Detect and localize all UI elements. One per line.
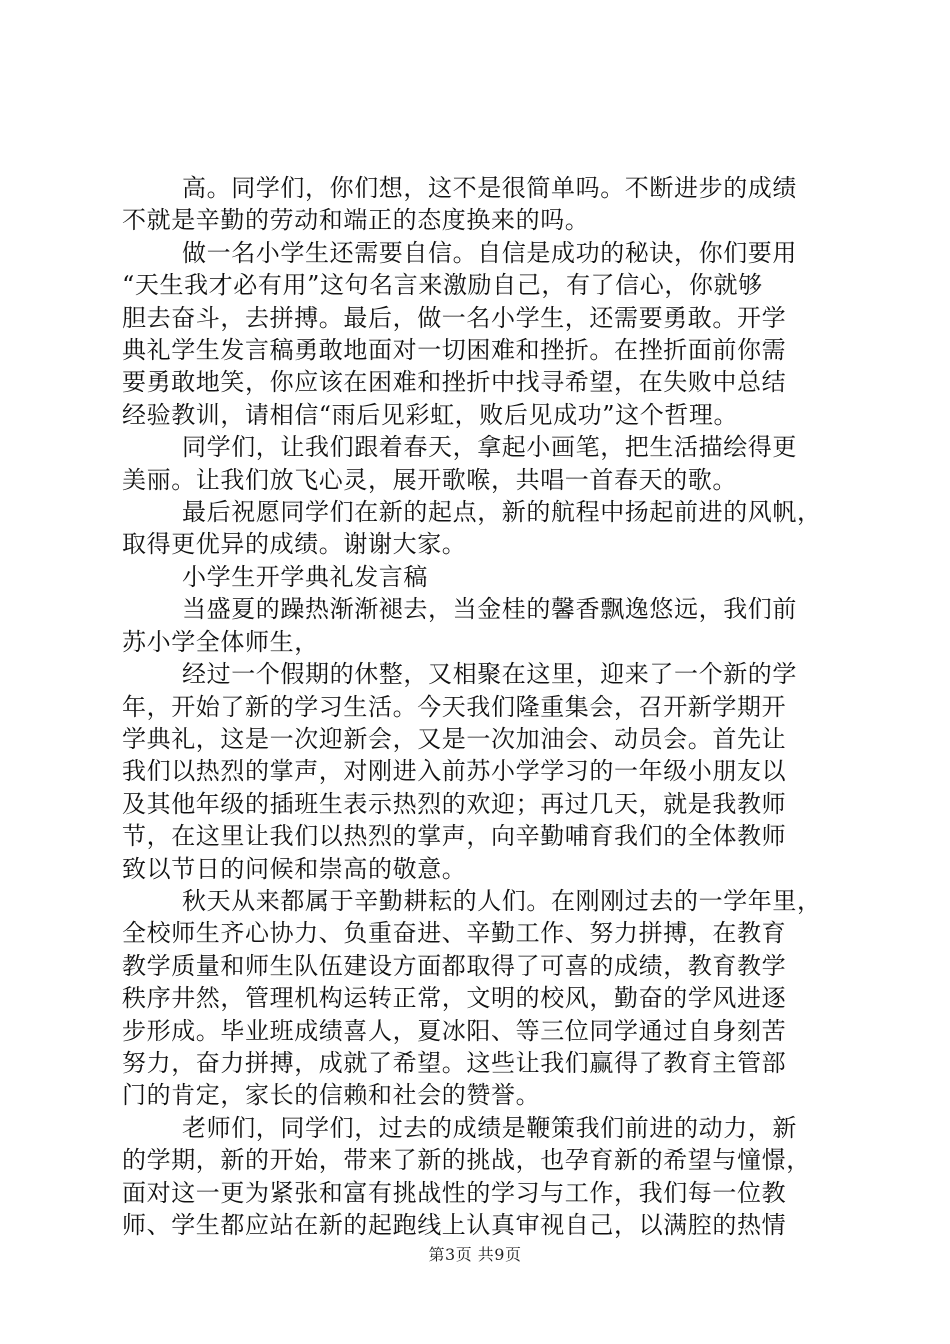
paragraph: 同学们，让我们跟着春天，拿起小画笔，把生活描绘得更 美丽。让我们放飞心灵，展开歌喉，共唱一首春天的歌。 — [122, 433, 797, 494]
paragraph: 经过一个假期的休整，又相聚在这里，迎来了一个新的学 年，开始了新的学习生活。今天我们隆重集会，召开新学期开 学典礼，这是一次迎新会，又是一次加油会、动员会。首先让 我们以热烈的掌声，对刚进入前苏小学学习的一年级小朋友以 及其他年级的插班生表示热烈的欢迎；再过几天，就是我教师 节，在这里让我们以热烈的掌声，向辛勤哺育我们的全体教师 致以节日的问候和崇高的敬意。 — [122, 660, 797, 883]
paragraph: 秋天从来都属于辛勤耕耘的人们。在刚刚过去的一学年里， 全校师生齐心协力、负重奋进、辛勤工作、努力拼搏，在教育 教学质量和师生队伍建设方面都取得了可喜的成绩，教育教学 秩序井然，管理机构运转正常，文明的校风，勤奋的学风进逐 步形成。毕业班成绩喜人，夏冰阳、等三位同学通过自身刻苦 努力，奋力拼搏，成就了希望。这些让我们赢得了教育主管部 门的肯定，家长的信赖和社会的赞誉。 — [122, 886, 822, 1110]
paragraph: 最后祝愿同学们在新的起点，新的航程中扬起前进的风帆， 取得更优异的成绩。谢谢大家。 — [122, 498, 822, 559]
page-number-footer: 第3页 共9页 — [428, 1245, 522, 1264]
paragraph: 做一名小学生还需要自信。自信是成功的秘诀，你们要用 “天生我才必有用”这句名言来激励自己，有了信心，你就够 胆去奋斗，去拼搏。最后，做一名小学生，还需要勇敢。开学 典礼学生发言稿勇敢地面对一切困难和挫折。在挫折面前你需 要勇敢地笑，你应该在困难和挫折中找寻希望，在失败中总结 经验教训，请相信“雨后见彩虹，败后见成功”这个哲理。 — [122, 238, 797, 429]
paragraph: 高。同学们，你们想，这不是很简单吗。不断进步的成绩 不就是辛勤的劳动和端正的态度换来的吗。 — [122, 174, 797, 235]
paragraph: 当盛夏的躁热渐渐褪去，当金桂的馨香飘逸悠远，我们前 苏小学全体师生， — [122, 595, 797, 656]
section-title: 小学生开学典礼发言稿 — [182, 562, 428, 591]
paragraph: 老师们，同学们，过去的成绩是鞭策我们前进的动力，新 的学期，新的开始，带来了新的挑战，也孕育新的希望与憧憬， 面对这一更为紧张和富有挑战性的学习与工作，我们每一位教 师、学生都应站在新的起跑线上认真审视自己，以满腔的热情 — [122, 1113, 811, 1239]
document-body — [122, 172, 838, 1241]
